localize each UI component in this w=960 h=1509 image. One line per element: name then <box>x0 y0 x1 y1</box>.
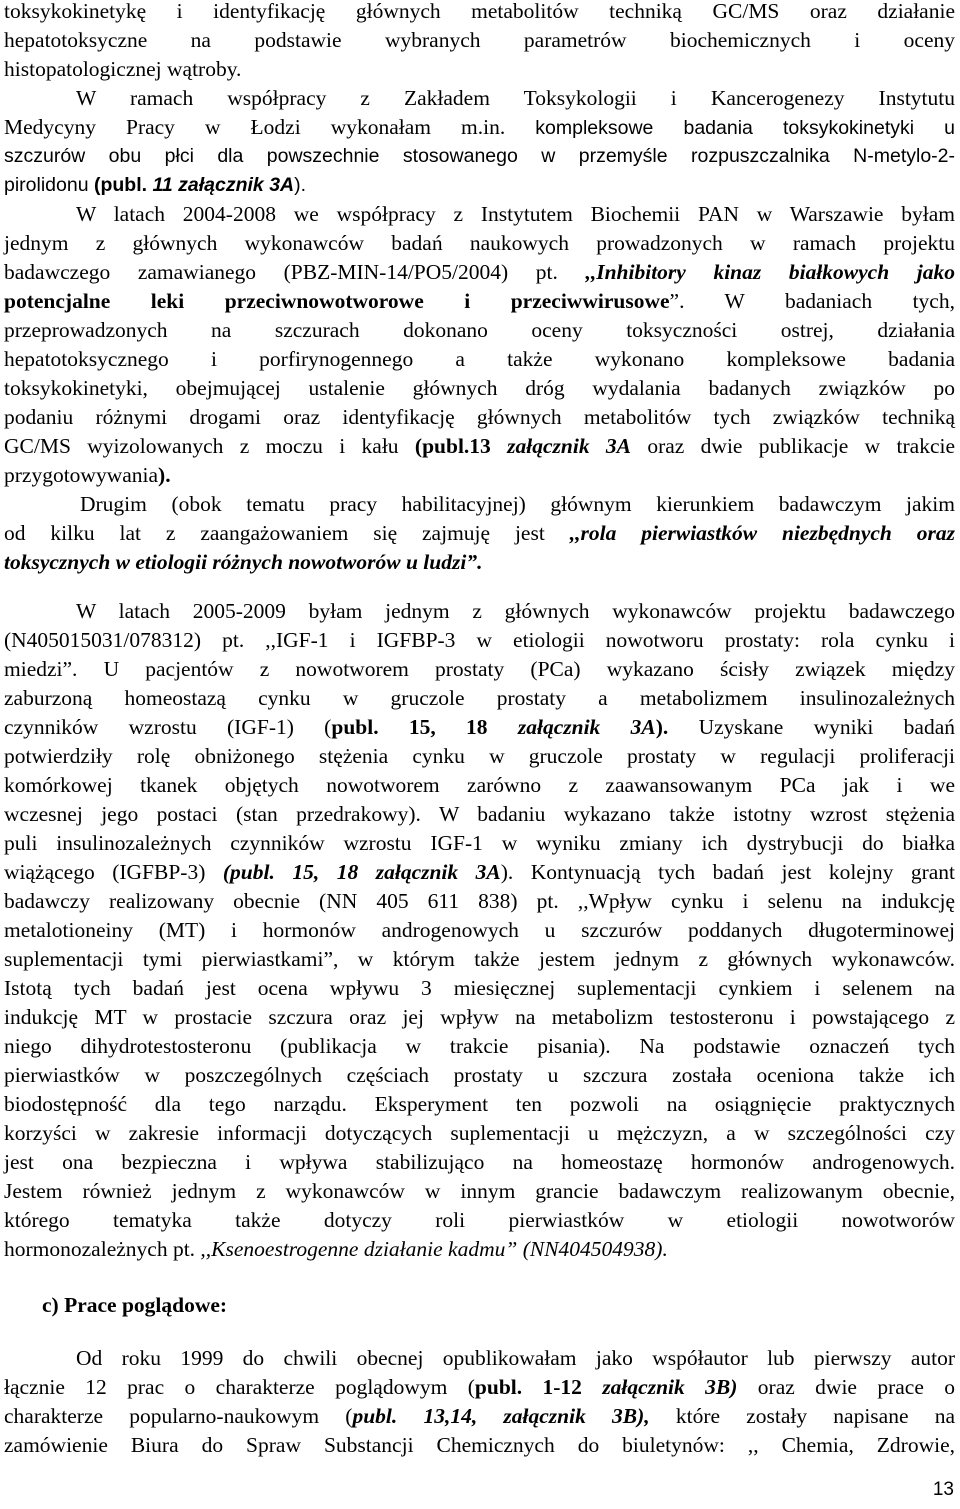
text-line: Od roku 1999 do chwili obecnej opublikowałam jako współautor lub pierwszy autor <box>76 1346 955 1370</box>
text-line: czynników wzrostu (IGF-1) (publ. 15, 18 załącznik 3A). Uzyskane wyniki badań <box>4 715 955 739</box>
text-line: hepatotoksycznego i porfirynogennego a także wykonano kompleksowe badania <box>4 347 955 371</box>
text-line: korzyści w zakresie informacji dotyczących suplementacji u mężczyzn, a w szczególności czy <box>4 1121 955 1145</box>
text-line: pierwiastków w poszczególnych częściach prostaty u szczura została oceniona także ich <box>4 1063 955 1087</box>
text-line: komórkowej tkanek objętych nowotworem zarówno z zaawansowanym PCa jak i we <box>4 773 955 797</box>
text-line: indukcję MT w prostacie szczura oraz jej wpływ na metabolizm testosteronu i powstającego z <box>4 1005 955 1029</box>
text-line: zamówienie Biura do Spraw Substancji Chemicznych do biuletynów: ,, Chemia, Zdrowie, <box>4 1433 955 1457</box>
text-line: jednym z głównych wykonawców badań naukowych prowadzonych w ramach projektu <box>4 231 955 255</box>
text-line: łącznie 12 prac o charakterze poglądowym (publ. 1-12 załącznik 3B) oraz dwie prace o <box>4 1375 956 1399</box>
text-line: zaburzoną homeostazą cynku w gruczole prostaty a metabolizmem insulinozależnych <box>4 686 955 710</box>
text-line: od kilku lat z zaangażowaniem się zajmuję jest ,,rola pierwiastków niezbędnych oraz <box>4 521 956 545</box>
text-line: charakterze popularno-naukowym (publ. 13,14, załącznik 3B), które zostały napisane na <box>4 1404 955 1428</box>
text-line: Jestem również jednym z wykonawców w innym grancie badawczym realizowanym obecnie, <box>4 1179 955 1203</box>
text-line: metalotioneiny (MT) i hormonów androgenowych u szczurów poddanych długoterminowej <box>4 918 955 942</box>
text-line: histopatologicznej wątroby. <box>4 57 242 81</box>
text-line: toksykokinetykę i identyfikację głównych metabolitów techniką GC/MS oraz działanie <box>4 0 955 23</box>
text-line: W latach 2004-2008 we współpracy z Instytutem Biochemii PAN w Warszawie byłam <box>76 202 955 226</box>
text-line: przeprowadzonych na szczurach dokonano oceny toksyczności ostrej, działania <box>4 318 955 342</box>
text-line: W ramach współpracy z Zakładem Toksykologii i Kancerogenezy Instytutu <box>76 86 955 110</box>
text-line: hormonozależnych pt. ,,Ksenoestrogenne działanie kadmu” (NN404504938). <box>4 1237 668 1261</box>
text-line: hepatotoksyczne na podstawie wybranych parametrów biochemicznych i oceny <box>4 28 955 52</box>
text-line: badawczego zamawianego (PBZ-MIN-14/PO5/2004) pt. ,,Inhibitory kinaz białkowych jako <box>4 260 955 284</box>
text-line: potencjalne leki przeciwnowotworowe i przeciwwirusowe”. W badaniach tych, <box>4 289 955 313</box>
text-line: W latach 2005-2009 byłam jednym z głównych wykonawców projektu badawczego <box>76 599 955 623</box>
text-line: którego tematyka także dotyczy roli pierwiastków w etiologii nowotworów <box>4 1208 955 1232</box>
text-line: podaniu różnymi drogami oraz identyfikację głównych metabolitów tych związków techniką <box>4 405 955 429</box>
text-line: wiążącego (IGFBP-3) (publ. 15, 18 załącznik 3A). Kontynuacją tych badań jest kolejny grant <box>4 860 955 884</box>
text-line: Medycyny Pracy w Łodzi wykonałam m.in. kompleksowe badania toksykokinetyki u <box>4 115 955 139</box>
text-line: GC/MS wyizolowanych z moczu i kału (publ.13 załącznik 3A oraz dwie publikacje w trakcie <box>4 434 956 458</box>
text-line: suplementacji tymi pierwiastkami”, w którym także jestem jednym z głównych wykonawców. <box>4 947 955 971</box>
text-line: potwierdziły rolę obniżonego stężenia cynku w gruczole prostaty w regulacji proliferacji <box>4 744 955 768</box>
text-line: toksycznych w etiologii różnych nowotworów u ludzi”. <box>4 550 483 574</box>
text-line: niego dihydrotestosteronu (publikacja w trakcie pisania). Na podstawie oznaczeń tych <box>4 1034 955 1058</box>
text-line: toksykokinetyki, obejmującej ustalenie głównych dróg wydalania badanych związków po <box>4 376 955 400</box>
text-line: pirolidonu (publ. 11 załącznik 3A). <box>4 174 307 196</box>
page-number: 13 <box>932 1479 954 1500</box>
text-line: Istotą tych badań jest ocena wpływu 3 miesięcznej suplementacji cynkiem i selenem na <box>4 976 955 1000</box>
text-line: (N405015031/078312) pt. ,,IGF-1 i IGFBP-3 w etiologii nowotworu prostaty: rola cynku i <box>4 628 955 652</box>
text-line: puli insulinozależnych czynników wzrostu IGF-1 w wyniku zmiany ich dystrybucji do białka <box>4 831 955 855</box>
text-line: biodostępność dla tego narządu. Eksperyment ten pozwoli na osiągnięcie praktycznych <box>4 1092 955 1116</box>
text-line: jest ona bezpieczna i wpływa stabilizująco na homeostazę hormonów androgenowych. <box>4 1150 955 1174</box>
text-line: Drugim (obok tematu pracy habilitacyjnej) głównym kierunkiem badawczym jakim <box>80 492 955 516</box>
text-line: wczesnej jego postaci (stan przedrakowy). W badaniu wykazano także istotny wzrost stężenia <box>4 802 955 826</box>
section-heading: c) Prace poglądowe: <box>42 1293 228 1317</box>
text-line: szczurów obu płci dla powszechnie stosowanego w przemyśle rozpuszczalnika N-metylo-2- <box>4 145 955 167</box>
text-line: badawczy realizowany obecnie (NN 405 611 838) pt. ,,Wpływ cynku i selenu na indukcję <box>4 889 955 913</box>
text-line: miedzi”. U pacjentów z nowotworem prostaty (PCa) wykazano ścisły związek między <box>4 657 955 681</box>
text-line: przygotowywania). <box>4 463 171 487</box>
